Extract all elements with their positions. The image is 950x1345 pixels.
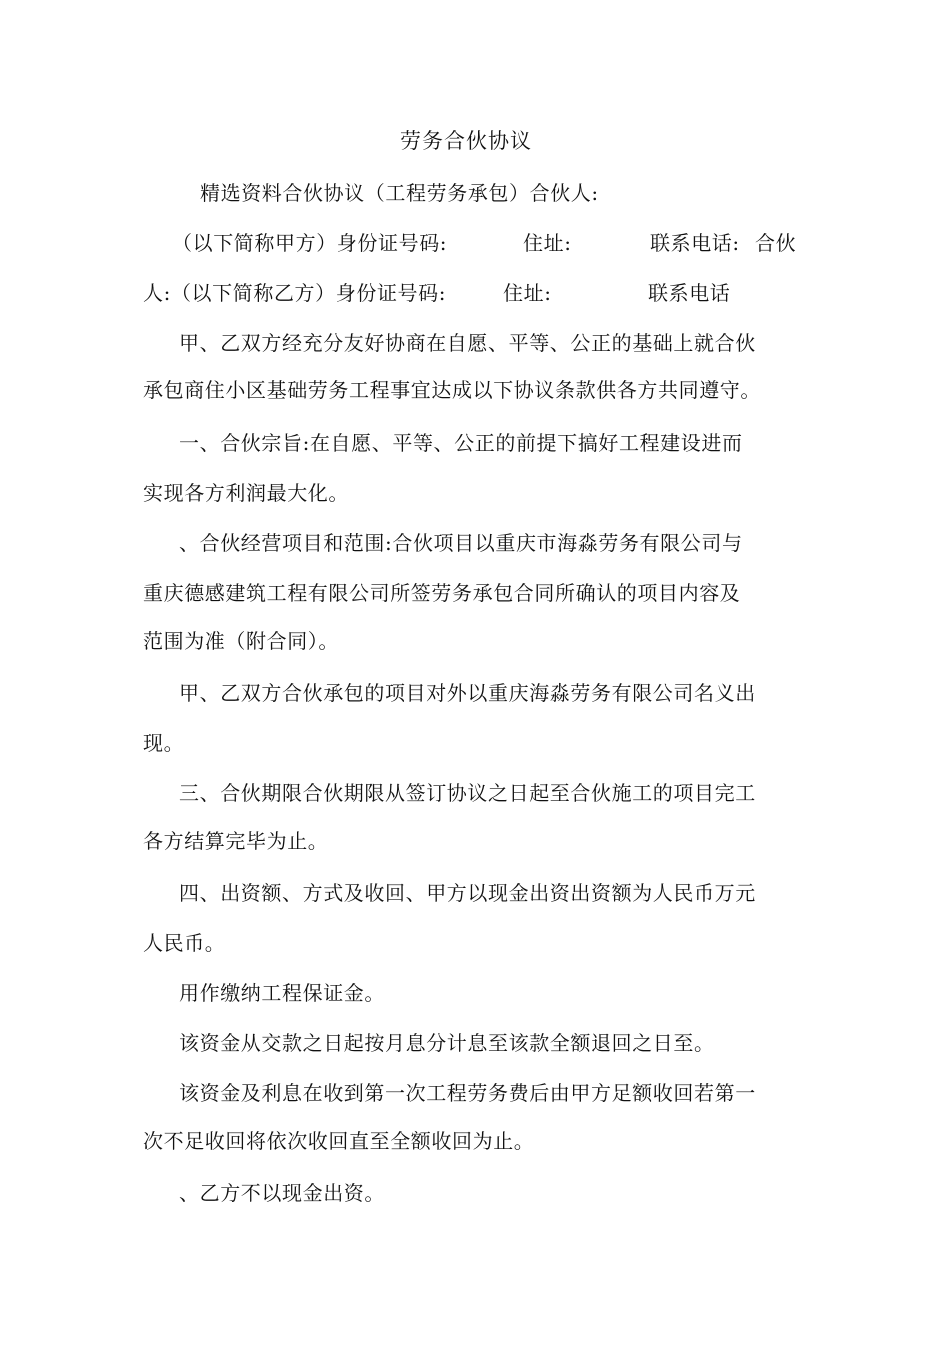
paragraph-line: 用作缴纳工程保证金。 bbox=[179, 981, 385, 1005]
document-subtitle: 精选资料合伙协议（工程劳务承包）合伙人: bbox=[200, 181, 599, 205]
party-a-intro: （以下简称甲方）身份证号码: bbox=[172, 231, 448, 255]
party-a-address: 住址: bbox=[523, 231, 572, 255]
paragraph-line: 各方结算完毕为止。 bbox=[143, 829, 329, 853]
party-a-next: 合伙 bbox=[755, 231, 797, 255]
party-b-phone: 联系电话 bbox=[648, 281, 731, 305]
document-title: 劳务合伙协议 bbox=[400, 129, 532, 153]
paragraph-line: 实现各方利润最大化。 bbox=[143, 481, 349, 505]
paragraph-line: 甲、乙双方经充分友好协商在自愿、平等、公正的基础上就合伙 bbox=[179, 331, 756, 355]
paragraph-line: 、合伙经营项目和范围:合伙项目以重庆市海淼劳务有限公司与 bbox=[179, 531, 743, 555]
paragraph-line: 承包商住小区基础劳务工程事宜达成以下协议条款供各方共同遵守。 bbox=[143, 378, 761, 402]
paragraph-line: 该资金及利息在收到第一次工程劳务费后由甲方足额收回若第一 bbox=[179, 1081, 756, 1105]
paragraph-line: 范围为准（附合同）。 bbox=[143, 629, 339, 653]
party-b-address: 住址: bbox=[503, 281, 552, 305]
party-a-phone: 联系电话: bbox=[650, 231, 740, 255]
paragraph-line: 一、合伙宗旨:在自愿、平等、公正的前提下搞好工程建设进而 bbox=[179, 431, 743, 455]
paragraph-line: 重庆德感建筑工程有限公司所签劳务承包合同所确认的项目内容及 bbox=[143, 581, 741, 605]
paragraph-line: 次不足收回将依次收回直至全额收回为止。 bbox=[143, 1129, 535, 1153]
paragraph-line: 、乙方不以现金出资。 bbox=[179, 1181, 385, 1205]
party-b-intro: 人:（以下简称乙方）身份证号码: bbox=[143, 281, 447, 305]
paragraph-line: 四、出资额、方式及收回、甲方以现金出资出资额为人民币万元 bbox=[179, 881, 756, 905]
paragraph-line: 人民币。 bbox=[143, 931, 226, 955]
paragraph-line: 三、合伙期限合伙期限从签订协议之日起至合伙施工的项目完工 bbox=[179, 781, 756, 805]
paragraph-line: 甲、乙双方合伙承包的项目对外以重庆海淼劳务有限公司名义出 bbox=[179, 681, 756, 705]
paragraph-line: 该资金从交款之日起按月息分计息至该款全额退回之日至。 bbox=[179, 1031, 715, 1055]
paragraph-line: 现。 bbox=[143, 731, 185, 755]
